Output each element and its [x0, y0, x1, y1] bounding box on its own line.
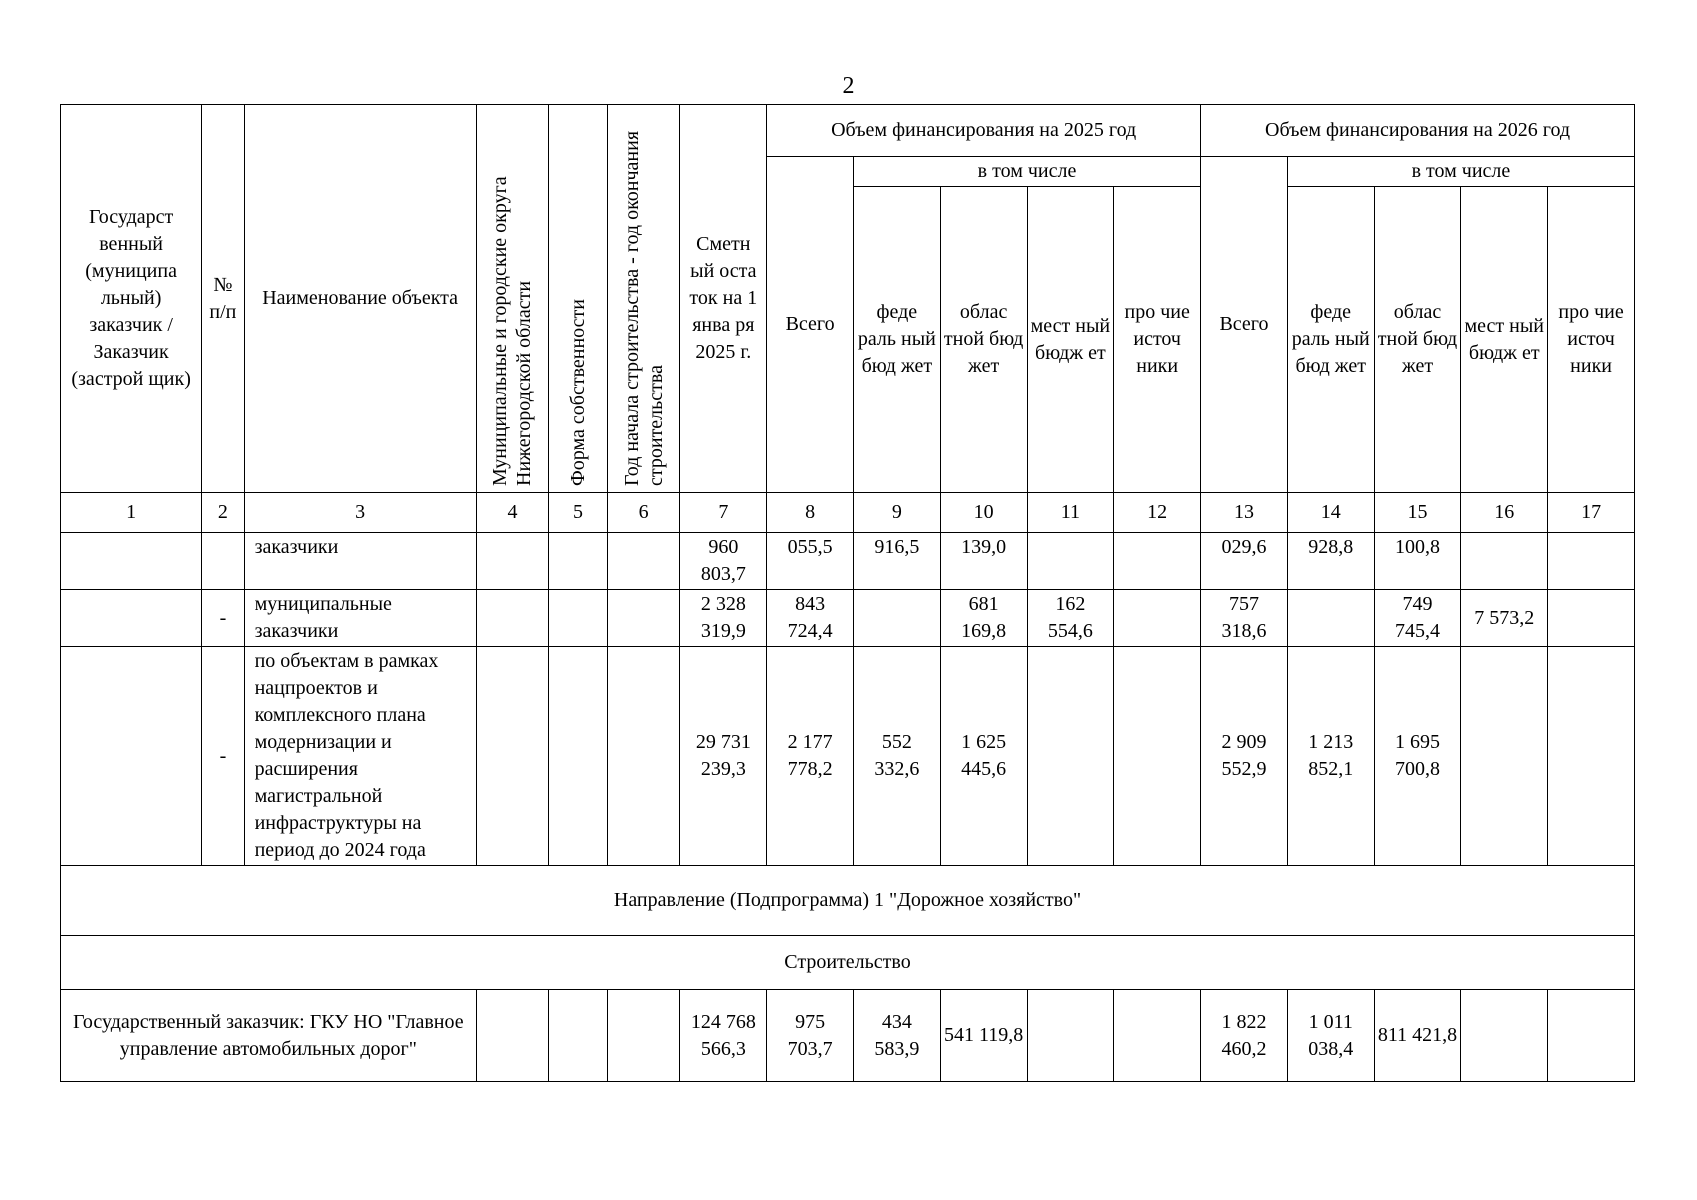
cell-customer	[61, 590, 202, 647]
cell-total-2026: 757 318,6	[1201, 590, 1288, 647]
cell-customer	[61, 533, 202, 590]
col-number: 6	[607, 493, 680, 533]
cell-other-2026	[1548, 647, 1635, 866]
col-number: 12	[1114, 493, 1201, 533]
cell-federal-2025	[853, 590, 940, 647]
cell-object-name: по объектам в рамках нацпроектов и комплексного плана модернизации и расширения магистральной инфраструктуры на период до 2024 года	[244, 647, 476, 866]
section-row-direction	[61, 866, 1635, 936]
col-number: 9	[853, 493, 940, 533]
header-municipalities	[476, 105, 549, 493]
cell-local-2026	[1461, 647, 1548, 866]
header-years	[607, 105, 680, 493]
cell-customer-gku: Государственный заказчик: ГКУ НО "Главное управление автомобильных дорог"	[61, 990, 477, 1082]
header-customer: Государст венный (муниципа льный) заказчик / Заказчик (застрой щик)	[61, 105, 202, 493]
col-number: 7	[680, 493, 767, 533]
cell-total-2026: 2 909 552,9	[1201, 647, 1288, 866]
cell-other-2025	[1114, 533, 1201, 590]
cell-local-2026	[1461, 533, 1548, 590]
cell-regional-2025: 541 119,8	[940, 990, 1027, 1082]
col-number: 5	[549, 493, 608, 533]
header-other-2025: про чие источ ники	[1114, 187, 1201, 493]
cell-local-2025	[1027, 990, 1114, 1082]
cell-num	[202, 533, 244, 590]
cell-total-2026: 029,6	[1201, 533, 1288, 590]
financing-table	[60, 104, 1635, 1082]
cell-regional-2025: 139,0	[940, 533, 1027, 590]
cell-customer	[61, 647, 202, 866]
col-number: 2	[202, 493, 244, 533]
header-total-2025: Всего	[767, 157, 854, 493]
header-years-text: Год начала строительства - год окончания строительства	[620, 130, 667, 486]
cell-regional-2026: 811 421,8	[1374, 990, 1461, 1082]
cell-estimate: 2 328 319,9	[680, 590, 767, 647]
header-local-2025: мест ный бюдж ет	[1027, 187, 1114, 493]
header-local-2026: мест ный бюдж ет	[1461, 187, 1548, 493]
header-including-2026: в том числе	[1287, 157, 1634, 187]
header-fin-2026: Объем финансирования на 2026 год	[1201, 105, 1635, 157]
cell-local-2025: 162 554,6	[1027, 590, 1114, 647]
cell-object-name: муниципальные заказчики	[244, 590, 476, 647]
cell-other-2025	[1114, 590, 1201, 647]
cell-other-2026	[1548, 590, 1635, 647]
cell-other-2026	[1548, 533, 1635, 590]
section-direction-title: Направление (Подпрограмма) 1 "Дорожное хозяйство"	[61, 866, 1635, 936]
header-ownership	[549, 105, 608, 493]
header-regional-2026: облас тной бюд жет	[1374, 187, 1461, 493]
page-number: 2	[842, 73, 855, 99]
cell-local-2025	[1027, 647, 1114, 866]
header-federal-2025: феде раль ный бюд жет	[853, 187, 940, 493]
cell-other-2026	[1548, 990, 1635, 1082]
cell-federal-2025: 916,5	[853, 533, 940, 590]
col-number: 10	[940, 493, 1027, 533]
cell-total-2025: 055,5	[767, 533, 854, 590]
cell-regional-2025: 1 625 445,6	[940, 647, 1027, 866]
cell-total-2025: 975 703,7	[767, 990, 854, 1082]
table-row	[61, 590, 1635, 647]
cell-estimate: 29 731 239,3	[680, 647, 767, 866]
header-object-name: Наименование объекта	[244, 105, 476, 493]
header-estimate: Сметн ый оста ток на 1 янва ря 2025 г.	[680, 105, 767, 493]
col-number: 8	[767, 493, 854, 533]
header-including-2025: в том числе	[853, 157, 1200, 187]
cell-total-2025: 2 177 778,2	[767, 647, 854, 866]
column-number-row	[61, 493, 1635, 533]
cell-object-name: заказчики	[244, 533, 476, 590]
cell-regional-2026: 749 745,4	[1374, 590, 1461, 647]
cell-estimate: 124 768 566,3	[680, 990, 767, 1082]
col-number: 14	[1287, 493, 1374, 533]
header-ownership-text: Форма собственности	[567, 299, 590, 486]
cell-total-2026: 1 822 460,2	[1201, 990, 1288, 1082]
cell-estimate: 960 803,7	[680, 533, 767, 590]
cell-regional-2026: 1 695 700,8	[1374, 647, 1461, 866]
header-num: № п/п	[202, 105, 244, 493]
cell-other-2025	[1114, 990, 1201, 1082]
header-other-2026: про чие источ ники	[1548, 187, 1635, 493]
header-regional-2025: облас тной бюд жет	[940, 187, 1027, 493]
header-row-1	[61, 105, 1635, 157]
col-number: 4	[476, 493, 549, 533]
cell-regional-2026: 100,8	[1374, 533, 1461, 590]
header-federal-2026: феде раль ный бюд жет	[1287, 187, 1374, 493]
cell-federal-2026	[1287, 590, 1374, 647]
col-number: 15	[1374, 493, 1461, 533]
cell-local-2025	[1027, 533, 1114, 590]
col-number: 13	[1201, 493, 1288, 533]
header-total-2026: Всего	[1201, 157, 1288, 493]
section-construction-title: Строительство	[61, 936, 1635, 990]
cell-regional-2025: 681 169,8	[940, 590, 1027, 647]
table-row	[61, 647, 1635, 866]
cell-num: -	[202, 647, 244, 866]
header-municipalities-text: Муниципальные и городские округа Нижегородской области	[489, 176, 536, 486]
cell-local-2026: 7 573,2	[1461, 590, 1548, 647]
cell-federal-2025: 552 332,6	[853, 647, 940, 866]
header-fin-2025: Объем финансирования на 2025 год	[767, 105, 1201, 157]
col-number: 1	[61, 493, 202, 533]
cell-federal-2026: 1 011 038,4	[1287, 990, 1374, 1082]
col-number: 17	[1548, 493, 1635, 533]
cell-federal-2026: 1 213 852,1	[1287, 647, 1374, 866]
table-row-gku	[61, 990, 1635, 1082]
table-row	[61, 533, 1635, 590]
col-number: 16	[1461, 493, 1548, 533]
cell-total-2025: 843 724,4	[767, 590, 854, 647]
col-number: 3	[244, 493, 476, 533]
col-number: 11	[1027, 493, 1114, 533]
cell-federal-2026: 928,8	[1287, 533, 1374, 590]
cell-federal-2025: 434 583,9	[853, 990, 940, 1082]
cell-num: -	[202, 590, 244, 647]
cell-local-2026	[1461, 990, 1548, 1082]
section-row-construction	[61, 936, 1635, 990]
cell-other-2025	[1114, 647, 1201, 866]
